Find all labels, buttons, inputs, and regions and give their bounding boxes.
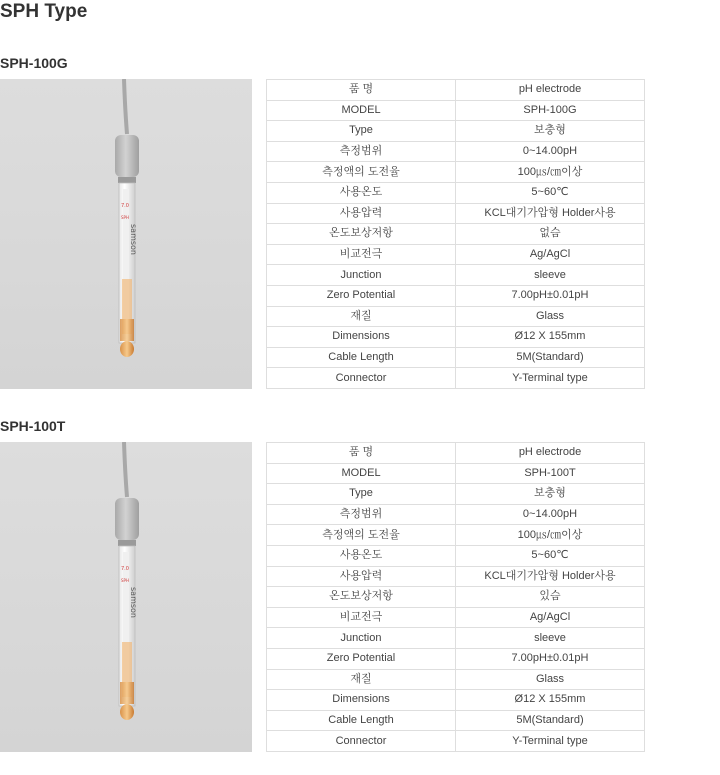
spec-label: 측정액의 도전율 xyxy=(267,525,456,546)
spec-value: sleeve xyxy=(456,265,645,286)
table-row xyxy=(267,141,645,162)
spec-value: 보충형 xyxy=(456,121,645,142)
svg-text:SPH: SPH xyxy=(121,215,129,220)
table-row xyxy=(267,669,645,690)
table-row xyxy=(267,368,645,389)
product-photo xyxy=(0,442,252,752)
table-row xyxy=(267,628,645,649)
ph-electrode-probe-icon xyxy=(0,79,252,389)
spec-label: Dimensions xyxy=(267,690,456,711)
table-row xyxy=(267,203,645,224)
product-section-title: SPH-100G xyxy=(0,55,68,71)
spec-label: Connector xyxy=(267,731,456,752)
table-row xyxy=(267,285,645,306)
spec-label: Type xyxy=(267,484,456,505)
spec-label: 측정범위 xyxy=(267,141,456,162)
spec-label: 사용온도 xyxy=(267,545,456,566)
table-row xyxy=(267,80,645,101)
spec-label: 온도보상저항 xyxy=(267,587,456,608)
table-row xyxy=(267,545,645,566)
table-row xyxy=(267,607,645,628)
page-title: SPH Type xyxy=(0,1,88,22)
spec-value: pH electrode xyxy=(456,443,645,464)
spec-value: 5~60℃ xyxy=(456,182,645,203)
table-row xyxy=(267,690,645,711)
table-row xyxy=(267,182,645,203)
svg-text:SPH: SPH xyxy=(121,578,129,583)
spec-value: 7.00pH±0.01pH xyxy=(456,285,645,306)
product-photo xyxy=(0,79,252,389)
table-row xyxy=(267,731,645,752)
spec-label: Cable Length xyxy=(267,347,456,368)
spec-label: MODEL xyxy=(267,463,456,484)
spec-value: Ø12 X 155mm xyxy=(456,690,645,711)
spec-label: 온도보상저항 xyxy=(267,224,456,245)
spec-table xyxy=(266,79,645,389)
table-row xyxy=(267,484,645,505)
svg-text:samson: samson xyxy=(129,224,138,255)
spec-value: 0~14.00pH xyxy=(456,141,645,162)
spec-label: Zero Potential xyxy=(267,285,456,306)
spec-value: Glass xyxy=(456,306,645,327)
spec-value: 5~60℃ xyxy=(456,545,645,566)
spec-value: Ag/AgCl xyxy=(456,607,645,628)
spec-label: 측정범위 xyxy=(267,504,456,525)
spec-value: pH electrode xyxy=(456,80,645,101)
spec-label: 사용온도 xyxy=(267,182,456,203)
svg-text:7.0: 7.0 xyxy=(121,203,129,209)
table-row xyxy=(267,463,645,484)
table-row xyxy=(267,244,645,265)
table-row xyxy=(267,100,645,121)
spec-label: Junction xyxy=(267,628,456,649)
table-row xyxy=(267,648,645,669)
spec-table xyxy=(266,442,645,752)
spec-value: KCL대기가압형 Holder사용 xyxy=(456,203,645,224)
table-row xyxy=(267,525,645,546)
table-row xyxy=(267,347,645,368)
spec-value: 0~14.00pH xyxy=(456,504,645,525)
spec-label: Type xyxy=(267,121,456,142)
spec-label: 품 명 xyxy=(267,80,456,101)
spec-value: Y-Terminal type xyxy=(456,731,645,752)
spec-value: Ø12 X 155mm xyxy=(456,327,645,348)
spec-value: sleeve xyxy=(456,628,645,649)
ph-electrode-probe-icon xyxy=(0,442,252,752)
spec-value: Y-Terminal type xyxy=(456,368,645,389)
spec-value: 없슴 xyxy=(456,224,645,245)
table-row xyxy=(267,587,645,608)
table-row xyxy=(267,504,645,525)
svg-text:7.0: 7.0 xyxy=(121,566,129,572)
spec-label: Dimensions xyxy=(267,327,456,348)
product-section-title: SPH-100T xyxy=(0,418,66,434)
spec-value: Glass xyxy=(456,669,645,690)
spec-label: 재질 xyxy=(267,669,456,690)
spec-label: 품 명 xyxy=(267,443,456,464)
spec-label: 사용압력 xyxy=(267,203,456,224)
spec-label: Cable Length xyxy=(267,710,456,731)
spec-value: KCL대기가압형 Holder사용 xyxy=(456,566,645,587)
spec-value: SPH-100G xyxy=(456,100,645,121)
spec-value: SPH-100T xyxy=(456,463,645,484)
spec-value: 5M(Standard) xyxy=(456,710,645,731)
spec-label: 비교전극 xyxy=(267,607,456,628)
spec-label: Zero Potential xyxy=(267,648,456,669)
table-row xyxy=(267,327,645,348)
spec-value: 100㎲/㎝이상 xyxy=(456,162,645,183)
spec-value: Ag/AgCl xyxy=(456,244,645,265)
spec-label: 비교전극 xyxy=(267,244,456,265)
spec-value: 있슴 xyxy=(456,587,645,608)
spec-label: Junction xyxy=(267,265,456,286)
spec-value: 7.00pH±0.01pH xyxy=(456,648,645,669)
table-row xyxy=(267,443,645,464)
spec-value: 5M(Standard) xyxy=(456,347,645,368)
spec-label: 재질 xyxy=(267,306,456,327)
spec-value: 보충형 xyxy=(456,484,645,505)
svg-text:samson: samson xyxy=(129,587,138,618)
table-row xyxy=(267,265,645,286)
table-row xyxy=(267,121,645,142)
spec-label: MODEL xyxy=(267,100,456,121)
table-row xyxy=(267,162,645,183)
spec-label: Connector xyxy=(267,368,456,389)
table-row xyxy=(267,710,645,731)
table-row xyxy=(267,566,645,587)
spec-label: 측정액의 도전율 xyxy=(267,162,456,183)
table-row xyxy=(267,224,645,245)
table-row xyxy=(267,306,645,327)
spec-value: 100㎲/㎝이상 xyxy=(456,525,645,546)
spec-label: 사용압력 xyxy=(267,566,456,587)
